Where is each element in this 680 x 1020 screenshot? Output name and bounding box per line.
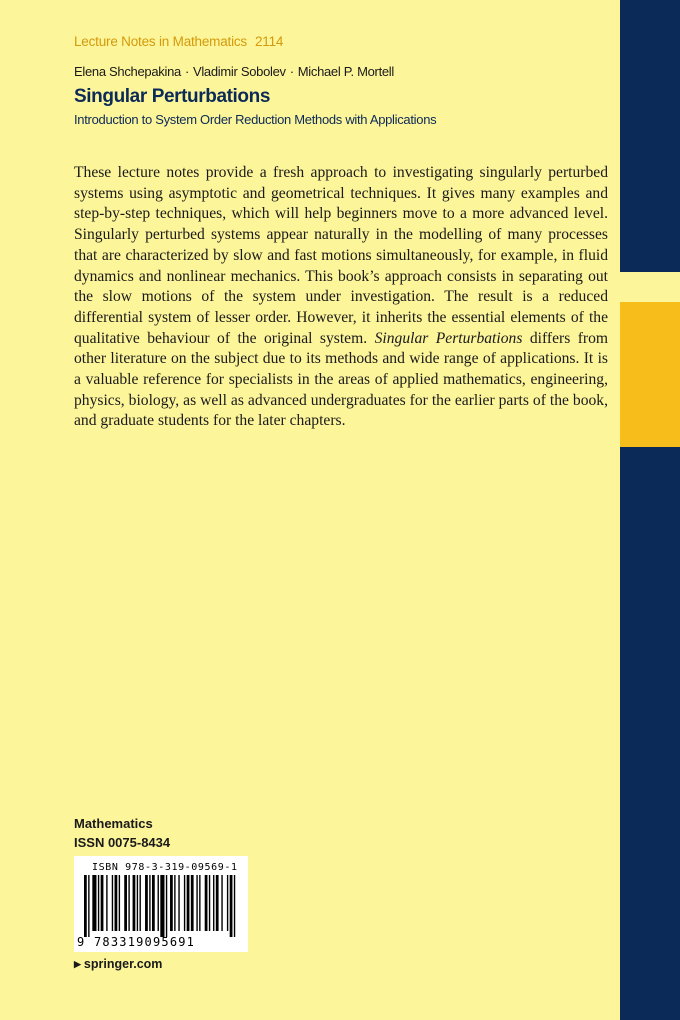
- barcode-bar: [88, 875, 89, 937]
- barcode-bar: [152, 875, 155, 931]
- barcode-bar: [112, 875, 113, 931]
- blurb-text-part2: differs from other literature on the subject due to its methods and wide range of applications. It is a valuable reference for specialists in the areas of applied mathematics, engineering, physics, biology, as well as advanced undergraduates for the earlier parts of the book, and graduate students for the later chapters.: [74, 329, 609, 430]
- spine-stripe-navy: [620, 0, 680, 1020]
- author-name: Elena Shchepakina: [74, 64, 181, 79]
- barcode-bar: [191, 875, 194, 931]
- barcode-bar: [178, 875, 179, 931]
- spine-stripe-gold: [620, 302, 680, 447]
- barcode-bar: [149, 875, 150, 931]
- author-name: Michael P. Mortell: [297, 64, 394, 79]
- publisher-link[interactable]: [74, 957, 162, 971]
- barcode-bar: [216, 875, 219, 931]
- barcode-bar: [199, 875, 200, 931]
- spine-stripe-light: [620, 272, 680, 302]
- author-separator: ·: [184, 64, 189, 79]
- author-separator: ·: [289, 64, 294, 79]
- barcode-bar: [174, 875, 175, 931]
- barcode-bar: [128, 875, 129, 931]
- book-subtitle: Introduction to System Order Reduction Methods with Applications: [74, 112, 437, 127]
- barcode-bar: [213, 875, 214, 931]
- barcode-bar: [92, 875, 96, 931]
- barcode-bar: [133, 875, 136, 931]
- barcode-bar: [101, 875, 104, 931]
- barcode-bar: [124, 875, 127, 931]
- publisher-url: springer.com: [83, 957, 163, 971]
- barcode-bar: [137, 875, 138, 931]
- barcode-bar: [140, 875, 141, 931]
- barcode-bar: [230, 875, 233, 937]
- barcode-lead-digit: 9: [77, 935, 86, 949]
- barcode-bar: [119, 875, 120, 931]
- barcode-bar: [184, 875, 185, 931]
- barcode-bar: [115, 875, 118, 931]
- series-number: 2114: [254, 34, 284, 49]
- barcode-bar: [209, 875, 210, 931]
- author-name: Vladimir Sobolev: [192, 64, 286, 79]
- barcode-bar: [98, 875, 99, 931]
- subject-label: Mathematics: [74, 816, 153, 831]
- barcode-bar: [187, 875, 190, 931]
- barcode-bars: [84, 875, 238, 937]
- barcode-bar: [170, 875, 173, 931]
- barcode-bar: [221, 875, 222, 931]
- barcode-bar: [227, 875, 228, 931]
- blurb-paragraph: [74, 163, 608, 432]
- isbn-label: ISBN 978-3-319-09569-1: [92, 862, 238, 873]
- barcode-bar: [166, 875, 167, 937]
- barcode-bar: [160, 875, 164, 937]
- authors-line: [74, 64, 394, 79]
- blurb-italic-title: Singular Perturbations: [374, 329, 523, 347]
- barcode-bar: [234, 875, 235, 937]
- blurb-text-part1: These lecture notes provide a fresh approach to investigating singularly perturbed systems using asymptotic and geometrical techniques. It gives many examples and step-by-step techniques, which will help beginners move to a more advanced level. Singularly perturbed systems appear naturally in the modelling of many processes that are characterized by slow and fast motions simultaneously, for example, in fluid dynamics and nonlinear mechanics. This book’s approach consists in separating out the slow motions of the system under investigation. The result is a reduced differential system of lesser order. However, it inherits the essential elements of the qualitative behaviour of the original system.: [74, 164, 608, 347]
- barcode-bar: [205, 875, 208, 931]
- barcode-bar: [196, 875, 197, 931]
- barcode-bar: [106, 875, 107, 931]
- series-name: Lecture Notes in Mathematics: [74, 34, 247, 49]
- series-line: [74, 34, 283, 49]
- triangle-right-icon: ▶: [74, 959, 81, 969]
- barcode-bar: [84, 875, 87, 937]
- book-title: Singular Perturbations: [74, 86, 271, 107]
- issn-label: ISSN 0075-8434: [74, 835, 171, 850]
- isbn-barcode: [74, 856, 248, 952]
- barcode-bar: [145, 875, 148, 931]
- barcode-digits: 783319095691: [94, 935, 196, 949]
- barcode-bar: [158, 875, 159, 931]
